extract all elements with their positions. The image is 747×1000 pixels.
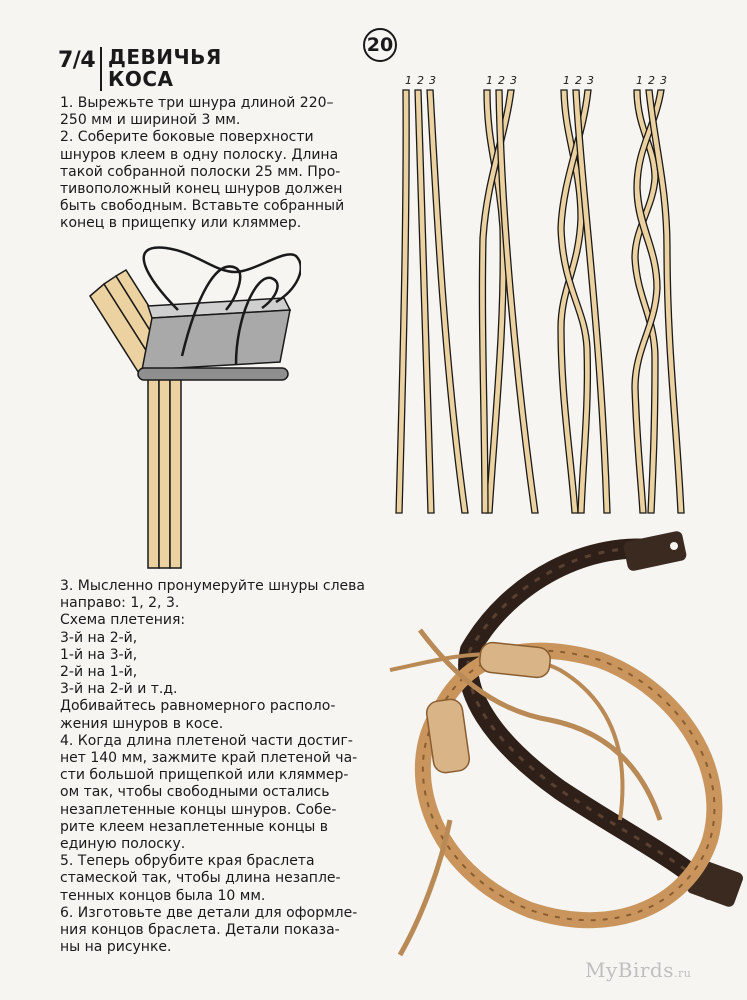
strand-label: 1 [636, 74, 643, 87]
text-line: 2-й на 1-й, [60, 664, 138, 681]
strand-label: 3 [510, 74, 517, 87]
section-number: 7/4 [58, 48, 96, 73]
text-line: 3. Мысленно пронумеруйте шнуры слева [60, 578, 365, 594]
watermark-main: MyBirds [585, 958, 674, 982]
watermark-suffix: .ru [674, 967, 692, 980]
text-line: такой собранной полоски 25 мм. Про- [60, 163, 341, 180]
text-line: ния концов браслета. Детали показа- [60, 922, 340, 939]
binder-clip-illustration [86, 238, 301, 573]
text-line: 2. Соберите боковые поверхности [60, 129, 314, 146]
site-watermark [585, 958, 691, 982]
strand-label: 3 [660, 74, 667, 87]
strand-label: 2 [648, 74, 655, 87]
braid-step-1 [396, 74, 468, 513]
strand-label: 3 [587, 74, 594, 87]
text-line: шнуров клеем в одну полоску. Длина [60, 146, 339, 163]
strand-label: 1 [486, 74, 493, 87]
glued-strip-vertical [148, 378, 181, 568]
braid-step-2 [479, 74, 538, 513]
text-line: тивоположный конец шнуров должен [60, 181, 343, 198]
text-line: жения шнуров в косе. [60, 715, 224, 732]
text-line: Добивайтесь равномерного располо- [60, 698, 336, 715]
intro-text [60, 95, 344, 233]
braid-step-3 [558, 74, 610, 513]
strand-label: 2 [417, 74, 424, 87]
steps-text [60, 578, 365, 956]
strand-label: 3 [429, 74, 436, 87]
text-line: 5. Теперь обрубите края браслета [60, 853, 315, 870]
strand-label: 2 [575, 74, 582, 87]
text-line: 6. Изготовьте две детали для оформле- [60, 904, 358, 921]
braid-steps-diagram [388, 68, 688, 518]
text-line: направо: 1, 2, 3. [60, 595, 180, 612]
text-line: незаплетенные концы шнуров. Собе- [60, 801, 337, 818]
text-line: 1. Вырежьте три шнура длиной 220– [60, 95, 334, 111]
page-number: 20 [363, 28, 397, 62]
strand-label: 1 [405, 74, 412, 87]
text-line: стамеской так, чтобы длина незапле- [60, 870, 341, 887]
page-title [108, 46, 308, 90]
title-line-1: ДЕВИЧЬЯ [108, 45, 222, 69]
text-line: нет 140 мм, зажмите край плетеной ча- [60, 750, 358, 767]
text-line: единую полоску. [60, 836, 186, 853]
bracelets-photo [360, 520, 747, 960]
text-line: тенных концов была 10 мм. [60, 887, 266, 904]
text-line: рите клеем незаплетенные концы в [60, 818, 329, 835]
text-line: сти большой прищепкой или кляммер- [60, 767, 349, 784]
title-line-2: КОСА [108, 67, 174, 91]
strand-label: 2 [498, 74, 505, 87]
text-line: 3-й на 2-й и т.д. [60, 681, 178, 698]
strand-label: 1 [563, 74, 570, 87]
text-line: быть свободным. Вставьте собранный [60, 198, 345, 215]
text-line: конец в прищепку или кляммер. [60, 215, 302, 232]
binder-clip [138, 248, 301, 380]
text-line: Схема плетения: [60, 612, 186, 629]
text-line: 4. Когда длина плетеной части достиг- [60, 732, 353, 749]
title-divider [100, 47, 102, 91]
braid-step-4 [632, 74, 684, 513]
text-line: 250 мм и шириной 3 мм. [60, 112, 241, 129]
text-line: 1-й на 3-й, [60, 646, 138, 663]
text-line: 3-й на 2-й, [60, 629, 138, 646]
text-line: ны на рисунке. [60, 939, 172, 956]
text-line: ом так, чтобы свободными остались [60, 784, 330, 801]
